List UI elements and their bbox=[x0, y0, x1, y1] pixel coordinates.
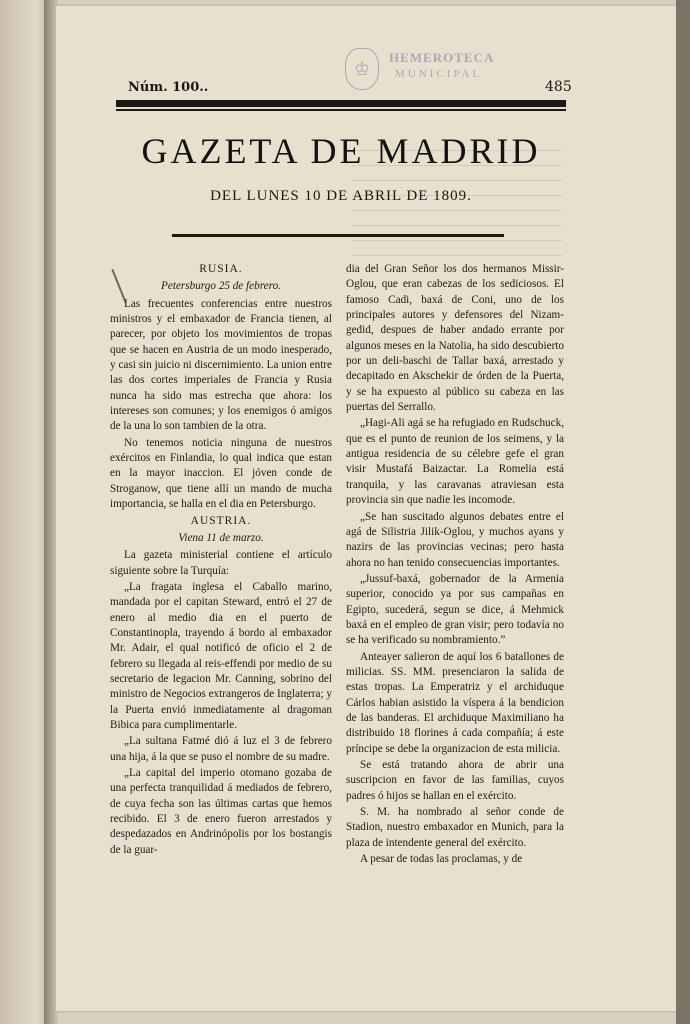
dateline-petersburgo: Petersburgo 25 de febrero. bbox=[161, 280, 281, 293]
section-heading-austria: AUSTRIA. bbox=[190, 514, 252, 527]
paragraph: „Jussuf-baxá, gobernador de la Armenia superior, conocido ya por sus campañas en Egipto, sucederá, segun se dice, á Mehmick baxá en el empleo de gran visir; pero todavía no se ha verificado su nombramiento.” bbox=[346, 572, 564, 647]
paragraph: „Hagi-Ali agá se ha refugiado en Rudschuck, que es el punto de reunion de los seimens, y la antigua residencia de su célebre gefe el gran visir Mustafá Baizactar. La Romelia está tranquila, y las caravanas atraviesan esta provincia sin que nadie les incomode. bbox=[346, 417, 564, 507]
paragraph: „La fragata inglesa el Caballo marino, mandada por el capitan Steward, entró el 27 de enero al medio dia en el puerto de Constantinopla, trayendo á bordo al embaxador Mr. Adair, el qual notificó de oficio el 2 de febrero su llegada al reis-effendi por medio de su secretario de legacion Mr. Canning, sobrino del ministro de Negocios extrangeros de Inglaterra; y la Puerta envió inmediatamente al dragoman Bibica para cumplimentarle. bbox=[110, 580, 332, 731]
issue-number: Núm. 100.. bbox=[128, 80, 209, 95]
paragraph: No tenemos noticia ninguna de nuestros exércitos en Finlandia, lo qual indica que estan en la mayor inaccion. El jóven conde de Stroganow, que tiene allí un mando de mucha importancia, se halla en el dia en Petersburgo. bbox=[110, 436, 332, 511]
page-edge-shadow bbox=[676, 0, 690, 1024]
page-number: 485 bbox=[545, 79, 572, 95]
text-column-right bbox=[346, 262, 564, 868]
header-rule-thin bbox=[116, 109, 566, 111]
header-rule-thick bbox=[116, 100, 566, 107]
paragraph: La gazeta ministerial contiene el artículo siguiente sobre la Turquía: bbox=[110, 549, 332, 577]
paragraph: Anteayer salieron de aquí los 6 batallones de milicias. SS. MM. presenciaron la salida de estas tropas. La Emperatriz y el archiduque Cárlos habian asistido la víspera á la bendicion de las banderas. El archiduque Maximiliano ha distribuido 18 florines á cada compañía; á este príncipe se debe la organizacion de esta milicia. bbox=[346, 650, 564, 755]
library-stamp bbox=[345, 48, 495, 92]
paragraph: Se está tratando ahora de abrir una suscripcion en favor de las familias, cuyos padres ó hijos se hallan en el exército. bbox=[346, 759, 564, 802]
paragraph: S. M. ha nombrado al señor conde de Stadion, nuestro embaxador en Munich, para la plaza de intendente general del exército. bbox=[346, 806, 564, 849]
crown-seal-icon: ♔ bbox=[345, 48, 379, 90]
title-rule bbox=[172, 234, 504, 237]
masthead-title: GAZETA DE MADRID bbox=[141, 131, 541, 171]
paragraph: „Se han suscitado algunos debates entre el agá de Silistria Jilik-Oglou, y muchos ayans y nazirs de las provincias vecinas; pero hasta ahora no han tenido consecuencias importantes. bbox=[346, 510, 564, 569]
paragraph: A pesar de todas las proclamas, y de bbox=[360, 853, 523, 866]
paragraph: „La sultana Fatmé dió á luz el 3 de febrero una hija, á la que se puso el nombre de su madre. bbox=[110, 735, 332, 763]
paragraph: „La capital del imperio otomano gozaba de una perfecta tranquilidad á mediados de febrero, de cuya fecha son las últimas cartas que hemos recibido. El 3 de enero fueron arrestados y despedazados en Andrinópolis por los bostangis de la guar- bbox=[110, 767, 332, 856]
section-heading-rusia: RUSIA. bbox=[199, 263, 243, 275]
paragraph: Las frecuentes conferencias entre nuestros ministros y el embaxador de Francia tienen, al parecer, por objeto los movimientos de tropas que se hacen en Austria de un modo inesperado, y casi sin juicio ni discernimiento. La union entre las dos cortes imperiales de Francia y Rusia nunca ha sido mas estrecha que ahora: los intereses son comunes; y los enemigos ó amigos de la una lo son tambien de la otra. bbox=[110, 297, 332, 433]
text-column-left bbox=[110, 262, 332, 859]
dateline-viena: Viena 11 de marzo. bbox=[178, 531, 264, 544]
paragraph-continued: dia del Gran Señor los dos hermanos Missir-Oglou, que eran cabezas de los sediciosos. El famoso Cadi, baxá de Coni, uno de los principales autores y defensores del Nizam-gedid, despues de haber andado errante por algunos meses en la Natolia, ha sido descubierto por un deli-baschi de Tallar baxá, arrestado y decapitado en Akschekir de órden de la Puerta, y se ha expuesto al público su cabeza en las puertas del Serrallo. bbox=[346, 263, 564, 414]
stamp-line-1: HEMEROTECA bbox=[389, 50, 495, 65]
stamp-line-2: MUNICIPAL bbox=[395, 68, 483, 80]
issue-date: DEL LUNES 10 DE ABRIL DE 1809. bbox=[210, 188, 472, 204]
